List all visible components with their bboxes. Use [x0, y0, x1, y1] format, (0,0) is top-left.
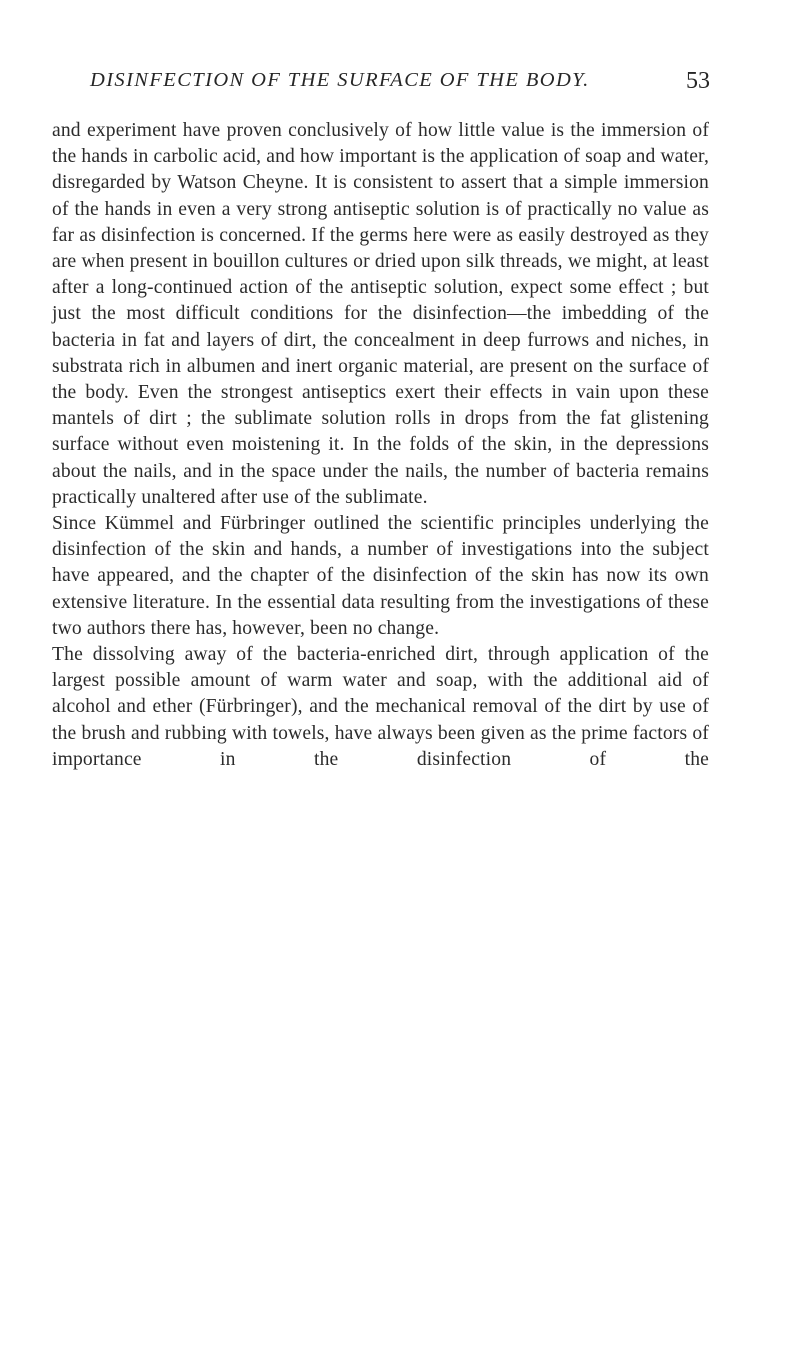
running-head: [90, 69, 710, 109]
body-text: [52, 118, 709, 773]
running-title: DISINFECTION OF THE SURFACE OF THE BODY.: [90, 69, 590, 91]
paragraph-2: Since Kümmel and Fürbringer outlined the scientific principles underlying the disinfection of the skin and hands, a number of investigations into the subject have appeared, and the chapter of the disinfection of the skin has now its own extensive literature. In the essential data resulting from the investigations of these two authors there has, however, been no change.: [52, 513, 709, 639]
paragraph-1: and experiment have proven conclusively of how little value is the immersion of the hands in carbolic acid, and how important is the application of soap and water, disregarded by Watson Cheyne. It is consistent to assert that a simple immersion of the hands in even a very strong antiseptic solution is of practically no value as far as disinfection is concerned. If the germs here were as easily destroyed as they are when present in bouillon cultures or dried upon silk threads, we might, at least after a long-continued action of the antiseptic solution, expect some effect ; but just the most difficult conditions for the disinfection—the imbedding of the bacteria in fat and layers of dirt, the concealment in deep furrows and niches, in substrata rich in albumen and inert organic material, are present on the surface of the body. Even the strongest antiseptics exert their effects in vain upon these mantels of dirt ; the sublimate solution rolls in drops from the fat glistening surface without even moistening it. In the folds of the skin, in the depressions about the nails, and in the space under the nails, the number of bacteria remains practically unaltered after use of the sublimate.: [52, 120, 709, 508]
page-number: 53: [686, 68, 710, 94]
paragraph-3: The dissolving away of the bacteria-enriched dirt, through application of the largest possible amount of warm water and soap, with the additional aid of alcohol and ether (Fürbringer), and the mechanical removal of the dirt by use of the brush and rubbing with towels, have always been given as the prime factors of importance in the disinfection of the: [52, 644, 709, 770]
